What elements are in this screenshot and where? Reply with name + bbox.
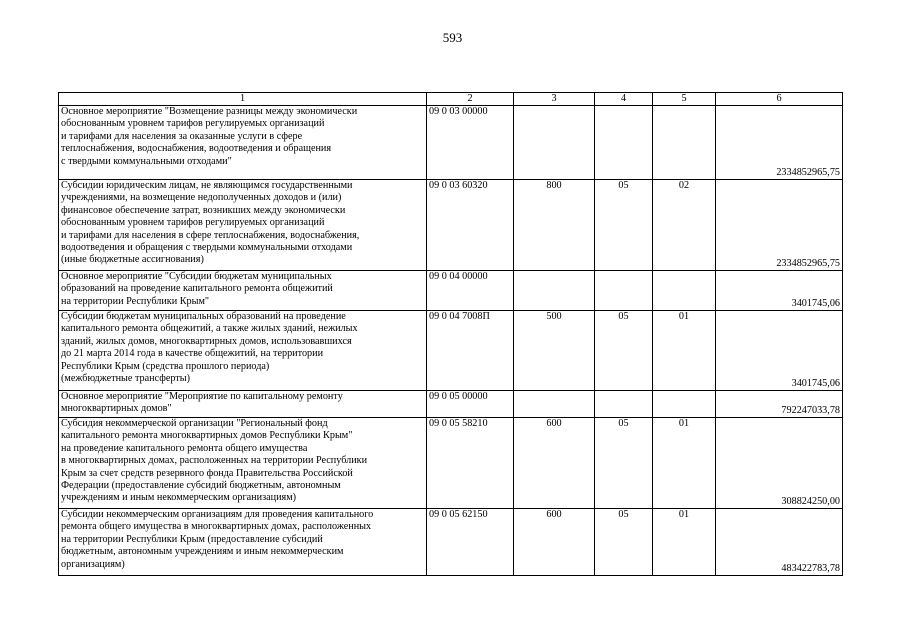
row-section: 05 (595, 311, 653, 391)
row-section: 05 (595, 509, 653, 576)
row-description: Основное мероприятие "Субсидии бюджетам муниципальных образований на проведение капитального ремонта общежитий на территории Республики Крым" (59, 271, 427, 311)
row-amount: 308824250,00 (716, 418, 843, 509)
column-header: 3 (514, 93, 595, 106)
column-header: 5 (653, 93, 716, 106)
budget-table (58, 92, 843, 576)
table-header-row (59, 93, 843, 106)
row-section (595, 391, 653, 418)
table-row (59, 391, 843, 418)
row-code: 09 0 04 7008П (427, 311, 514, 391)
row-description: Субсидия некоммерческой организации "Региональный фонд капитального ремонта многоквартирных домов Республики Крым" на проведение капитального ремонта общего имущества в многоквартирных домах, расположенных на территории Республики Крым за счет средств резервного фонда Правительства Российской Федерации (предоставление субсидий бюджетным, автономным учреждениям и иным некоммерческим организациям) (59, 418, 427, 509)
table-row (59, 311, 843, 391)
row-amount: 792247033,78 (716, 391, 843, 418)
table-row (59, 509, 843, 576)
row-code: 09 0 05 00000 (427, 391, 514, 418)
table-row (59, 271, 843, 311)
row-code: 09 0 03 00000 (427, 106, 514, 180)
row-subsection (653, 106, 716, 180)
row-subsection: 01 (653, 509, 716, 576)
row-group (514, 106, 595, 180)
row-amount: 2334852965,75 (716, 180, 843, 271)
row-code: 09 0 05 58210 (427, 418, 514, 509)
row-amount: 3401745,06 (716, 271, 843, 311)
row-amount: 483422783,78 (716, 509, 843, 576)
column-header: 6 (716, 93, 843, 106)
row-code: 09 0 04 00000 (427, 271, 514, 311)
column-header: 1 (59, 93, 427, 106)
row-subsection: 02 (653, 180, 716, 271)
column-header: 4 (595, 93, 653, 106)
row-description: Субсидии юридическим лицам, не являющимся государственными учреждениями, на возмещение недополученных доходов и (или) финансовое обеспечение затрат, возникших между экономически обоснованным уровнем тарифов регулируемых организаций и тарифами для населения в сфере теплоснабжения, водоснабжения, водоотведения и обращения с твердыми коммунальными отходами (иные бюджетные ассигнования) (59, 180, 427, 271)
table-row (59, 180, 843, 271)
row-subsection: 01 (653, 311, 716, 391)
row-section: 05 (595, 418, 653, 509)
row-description: Основное мероприятие "Возмещение разницы между экономически обоснованным уровнем тарифов регулируемых организаций и тарифами для населения за оказанные услуги в сфере теплоснабжения, водоснабжения, водоотведения и обращения с твердыми коммунальными отходами" (59, 106, 427, 180)
column-header: 2 (427, 93, 514, 106)
row-code: 09 0 03 60320 (427, 180, 514, 271)
row-description: Субсидии некоммерческим организациям для проведения капитального ремонта общего имущества в многоквартирных домах, расположенных на территории Республики Крым (предоставление субсидий бюджетным, автономным учреждениям и иным некоммерческим организациям) (59, 509, 427, 576)
row-subsection (653, 391, 716, 418)
row-group: 800 (514, 180, 595, 271)
row-group: 600 (514, 509, 595, 576)
table-row (59, 418, 843, 509)
row-group (514, 391, 595, 418)
page-number: 593 (442, 30, 463, 45)
row-section: 05 (595, 180, 653, 271)
row-description: Основное мероприятие "Мероприятие по капитальному ремонту многоквартирных домов" (59, 391, 427, 418)
row-code: 09 0 05 62150 (427, 509, 514, 576)
row-section (595, 271, 653, 311)
table-row (59, 106, 843, 180)
row-subsection: 01 (653, 418, 716, 509)
row-group (514, 271, 595, 311)
row-amount: 3401745,06 (716, 311, 843, 391)
row-amount: 2334852965,75 (716, 106, 843, 180)
row-group: 600 (514, 418, 595, 509)
row-group: 500 (514, 311, 595, 391)
row-subsection (653, 271, 716, 311)
row-section (595, 106, 653, 180)
row-description: Субсидии бюджетам муниципальных образований на проведение капитального ремонта общежитий, а также жилых зданий, нежилых зданий, жилых домов, многоквартирных домов, использовавшихся до 21 марта 2014 года в качестве общежитий, на территории Республики Крым (средства прошлого периода) (межбюджетные трансферты) (59, 311, 427, 391)
